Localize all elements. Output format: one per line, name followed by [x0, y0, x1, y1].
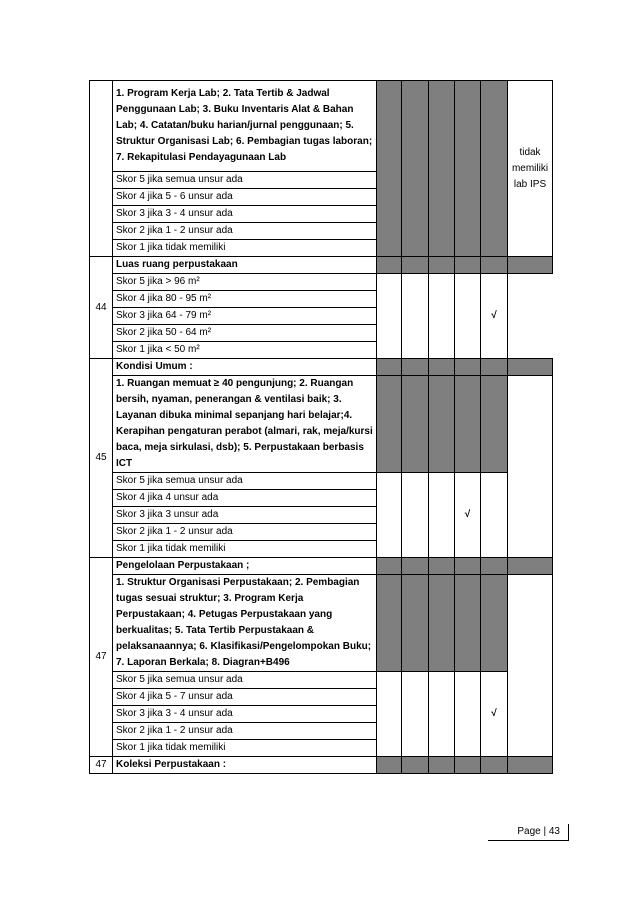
- section-heading-row: [90, 257, 553, 274]
- check-mark: √: [481, 672, 508, 757]
- shaded-score-cell: [481, 757, 508, 774]
- shaded-score-cell: [481, 359, 508, 376]
- shaded-note-cell: [508, 257, 553, 274]
- shaded-score-cell: [455, 81, 481, 257]
- score-row: [90, 672, 553, 689]
- remark-cell: tidak memiliki lab IPS: [508, 81, 553, 257]
- shaded-score-cell: [402, 757, 429, 774]
- check-mark: √: [455, 473, 481, 558]
- section-heading-row: [90, 757, 553, 774]
- shaded-score-cell: [377, 757, 402, 774]
- score-criterion: Skor 5 jika semua unsur ada: [113, 473, 377, 490]
- shaded-score-cell: [402, 575, 429, 672]
- shaded-score-cell: [481, 257, 508, 274]
- rating-cell: [402, 274, 429, 359]
- score-criterion: Skor 1 jika < 50 m²: [113, 342, 377, 359]
- shaded-score-cell: [429, 575, 455, 672]
- score-criterion: Skor 1 jika tidak memiliki: [113, 541, 377, 558]
- criteria-text: 1. Ruangan memuat ≥ 40 pengunjung; 2. Ruangan bersih, nyaman, penerangan & ventilasi baik; 3. Layanan dibuka minimal sepanjang hari belajar;4. Kerapihan pengaturan perabot (almari, rak, meja/kursi baca, meja sirkulasi, dsb); 5. Perpustakaan berbasis ICT: [113, 376, 377, 473]
- shaded-score-cell: [377, 81, 402, 257]
- shaded-score-cell: [429, 376, 455, 473]
- item-number: 47: [90, 558, 113, 757]
- shaded-score-cell: [429, 359, 455, 376]
- score-criterion: Skor 4 jika 5 - 7 unsur ada: [113, 689, 377, 706]
- rating-cell: [429, 274, 455, 359]
- remark-cell: [508, 575, 553, 757]
- score-criterion: Skor 4 jika 5 - 6 unsur ada: [113, 189, 377, 206]
- shaded-note-cell: [508, 757, 553, 774]
- assessment-table: [89, 80, 553, 774]
- score-row: [90, 274, 553, 291]
- criteria-text: 1. Program Kerja Lab; 2. Tata Tertib & Jadwal Penggunaan Lab; 3. Buku Inventaris Alat & Bahan Lab; 4. Catatan/buku harian/jurnal penggunaan; 5. Struktur Organisasi Lab; 6. Pembagian tugas laboran; 7. Rekapitulasi Pendayagunaan Lab: [113, 81, 377, 172]
- shaded-score-cell: [377, 376, 402, 473]
- item-number: 44: [90, 257, 113, 359]
- shaded-score-cell: [429, 81, 455, 257]
- shaded-score-cell: [455, 558, 481, 575]
- shaded-score-cell: [402, 81, 429, 257]
- shaded-score-cell: [481, 558, 508, 575]
- shaded-score-cell: [481, 376, 508, 473]
- rating-cell: [402, 672, 429, 757]
- rating-cell: [481, 473, 508, 558]
- shaded-score-cell: [455, 757, 481, 774]
- shaded-score-cell: [481, 81, 508, 257]
- shaded-score-cell: [429, 558, 455, 575]
- rating-cell: [377, 274, 402, 359]
- score-criterion: Skor 5 jika > 96 m²: [113, 274, 377, 291]
- score-criterion: Skor 2 jika 1 - 2 unsur ada: [113, 524, 377, 541]
- rating-cell: [402, 473, 429, 558]
- shaded-score-cell: [402, 257, 429, 274]
- shaded-score-cell: [481, 575, 508, 672]
- score-criterion: Skor 2 jika 1 - 2 unsur ada: [113, 723, 377, 740]
- page-number: Page | 43: [517, 826, 560, 837]
- shaded-score-cell: [377, 558, 402, 575]
- score-criterion: Skor 1 jika tidak memiliki: [113, 740, 377, 757]
- shaded-score-cell: [455, 575, 481, 672]
- shaded-score-cell: [455, 257, 481, 274]
- section-heading-row: [90, 359, 553, 376]
- score-criterion: Skor 3 jika 3 - 4 unsur ada: [113, 206, 377, 223]
- shaded-note-cell: [508, 359, 553, 376]
- item-number: 45: [90, 359, 113, 558]
- section-heading: Pengelolaan Perpustakaan ;: [113, 558, 377, 575]
- shaded-note-cell: [508, 558, 553, 575]
- score-criterion: Skor 3 jika 3 unsur ada: [113, 507, 377, 524]
- shaded-score-cell: [402, 558, 429, 575]
- score-criterion: Skor 5 jika semua unsur ada: [113, 672, 377, 689]
- score-criterion: Skor 2 jika 1 - 2 unsur ada: [113, 223, 377, 240]
- criteria-row: [90, 81, 553, 172]
- score-criterion: Skor 3 jika 64 - 79 m²: [113, 308, 377, 325]
- criteria-row: [90, 575, 553, 672]
- score-criterion: Skor 5 jika semua unsur ada: [113, 172, 377, 189]
- score-criterion: Skor 4 jika 80 - 95 m²: [113, 291, 377, 308]
- shaded-score-cell: [377, 257, 402, 274]
- check-mark: √: [481, 274, 508, 359]
- rating-cell: [455, 274, 481, 359]
- shaded-score-cell: [402, 376, 429, 473]
- score-criterion: Skor 2 jika 50 - 64 m²: [113, 325, 377, 342]
- score-row: [90, 473, 553, 490]
- section-heading-row: [90, 558, 553, 575]
- remark-cell: [508, 376, 553, 558]
- shaded-score-cell: [402, 359, 429, 376]
- page-footer: [488, 824, 569, 841]
- rating-cell: [377, 473, 402, 558]
- section-heading: Kondisi Umum :: [113, 359, 377, 376]
- shaded-score-cell: [429, 757, 455, 774]
- criteria-text: 1. Struktur Organisasi Perpustakaan; 2. Pembagian tugas sesuai struktur; 3. Program Kerja Perpustakaan; 4. Petugas Perpustakaan yang berkualitas; 5. Tata Tertib Perpustakaan & pelaksanaannya; 6. Klasifikasi/Pengelompokan Buku; 7. Laporan Berkala; 8. Diagran+B496: [113, 575, 377, 672]
- rating-cell: [455, 672, 481, 757]
- criteria-row: [90, 376, 553, 473]
- section-heading: Koleksi Perpustakaan :: [113, 757, 377, 774]
- score-criterion: Skor 1 jika tidak memiliki: [113, 240, 377, 257]
- shaded-score-cell: [377, 575, 402, 672]
- rating-cell: [429, 672, 455, 757]
- section-heading: Luas ruang perpustakaan: [113, 257, 377, 274]
- rating-cell: [377, 672, 402, 757]
- shaded-score-cell: [455, 376, 481, 473]
- score-criterion: Skor 3 jika 3 - 4 unsur ada: [113, 706, 377, 723]
- assessment-table-body: [90, 81, 553, 774]
- item-number: 47: [90, 757, 113, 774]
- score-criterion: Skor 4 jika 4 unsur ada: [113, 490, 377, 507]
- shaded-score-cell: [429, 257, 455, 274]
- shaded-score-cell: [377, 359, 402, 376]
- shaded-score-cell: [455, 359, 481, 376]
- item-number: [90, 81, 113, 257]
- rating-cell: [429, 473, 455, 558]
